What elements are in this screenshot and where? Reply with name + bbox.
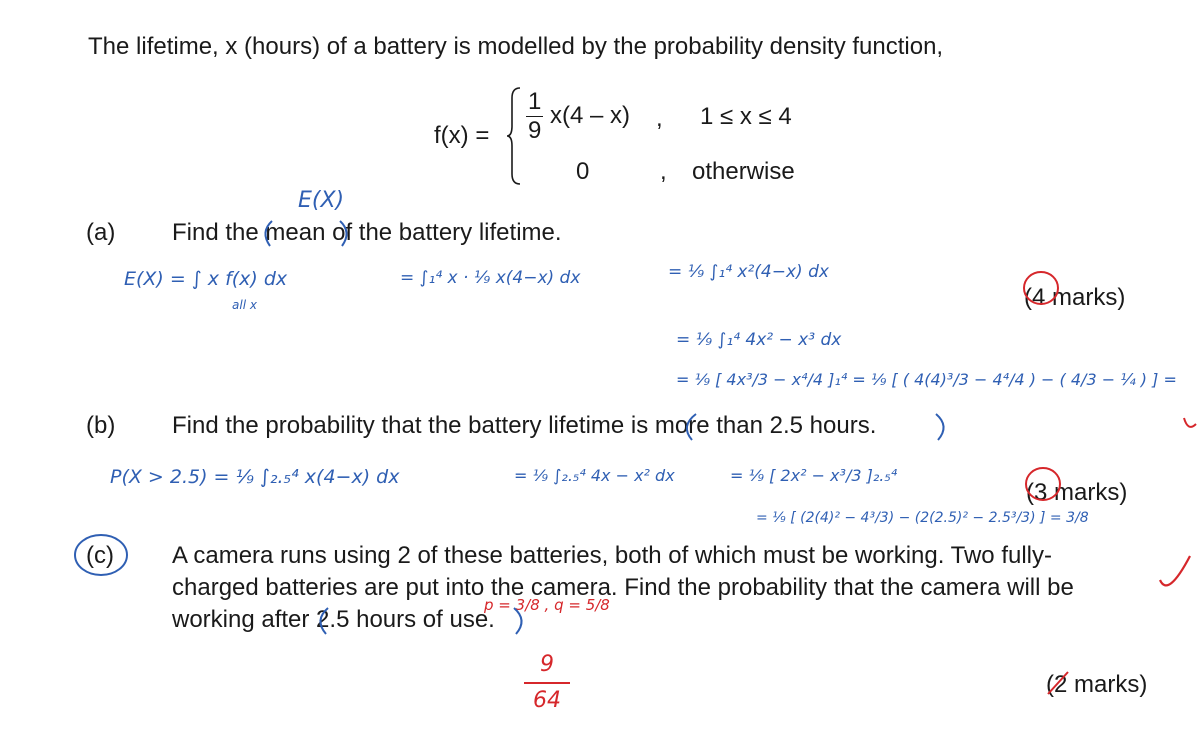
pdf-lhs-text: f(x) = (434, 122, 490, 149)
part-b-marks: (3 marks) (1026, 479, 1128, 506)
hw-c-answer-num: 9 (540, 652, 554, 677)
pdf-brace (506, 86, 522, 186)
pdf-comma-1: , (656, 105, 663, 132)
hw-c-answer (524, 652, 570, 712)
pdf-range: 1 ≤ x ≤ 4 (700, 103, 792, 130)
part-c-line-2: charged batteries are put into the camera. Find the probability that the camera will be (172, 574, 1074, 601)
pdf-case-1 (526, 90, 630, 143)
bracket-b-right (936, 414, 944, 440)
part-a-marks: (4 marks) (1024, 284, 1126, 311)
part-c-line-3: working after 2.5 hours of use. (172, 606, 495, 633)
pdf-frac-num: 1 (528, 88, 542, 115)
part-c-label: (c) (86, 542, 114, 569)
pdf-comma-2: , (660, 158, 667, 185)
hw-a-line1-left: E(X) = ∫ x f(x) dx (124, 268, 288, 290)
hw-b-line2: = ⅑ [ (2(4)² − 4³/3) − (2(2.5)² − 2.5³/3) ] = 3/8 (756, 510, 1089, 526)
part-a-label: (a) (86, 219, 116, 246)
hw-a-line2: = ⅑ ∫₁⁴ 4x² − x³ dx (676, 330, 842, 350)
pdf-expr: x(4 – x) (550, 101, 631, 129)
part-a-question: Find the mean of the battery lifetime. (172, 219, 562, 246)
hw-a-line1-right: = ⅑ ∫₁⁴ x²(4−x) dx (668, 262, 829, 282)
hw-b-line1-left: P(X > 2.5) = ⅑ ∫₂.₅⁴ x(4−x) dx (110, 466, 400, 488)
hw-a-line3: = ⅑ [ 4x³/3 − x⁴/4 ]₁⁴ = ⅑ [ ( 4(4)³/3 − 4⁴/4 ) − ( 4/3 − ¼ ) ] = (676, 370, 1177, 389)
pdf-frac-den: 9 (528, 117, 542, 144)
hw-c-answer-den: 64 (533, 688, 561, 713)
pdf-otherwise: otherwise (692, 158, 795, 185)
pdf-lhs (434, 100, 490, 149)
part-b-question: Find the probability that the battery lifetime is more than 2.5 hours. (172, 412, 877, 439)
hw-ex-label: E(X) (298, 188, 345, 213)
hw-a-line1-mid: = ∫₁⁴ x · ⅑ x(4−x) dx (400, 268, 581, 288)
part-b-label: (b) (86, 412, 116, 439)
hw-b-line1-mid: = ⅑ ∫₂.₅⁴ 4x − x² dx (514, 466, 675, 485)
part-c-line-1: A camera runs using 2 of these batteries, both of which must be working. Two fully- (172, 542, 1052, 569)
hw-a-line1-sub: all x (232, 298, 257, 312)
pdf-zero: 0 (576, 158, 590, 185)
tick-b (1160, 556, 1190, 585)
intro-text: The lifetime, x (hours) of a battery is modelled by the probability density function, (88, 33, 944, 60)
hw-b-line1-right: = ⅑ [ 2x² − x³/3 ]₂.₅⁴ (730, 466, 898, 485)
tick-a (1184, 418, 1196, 427)
part-c-marks: (2 marks) (1046, 671, 1148, 698)
hw-c-p: p = 3/8 , q = 5/8 (484, 596, 610, 614)
pdf-fraction (526, 90, 543, 143)
